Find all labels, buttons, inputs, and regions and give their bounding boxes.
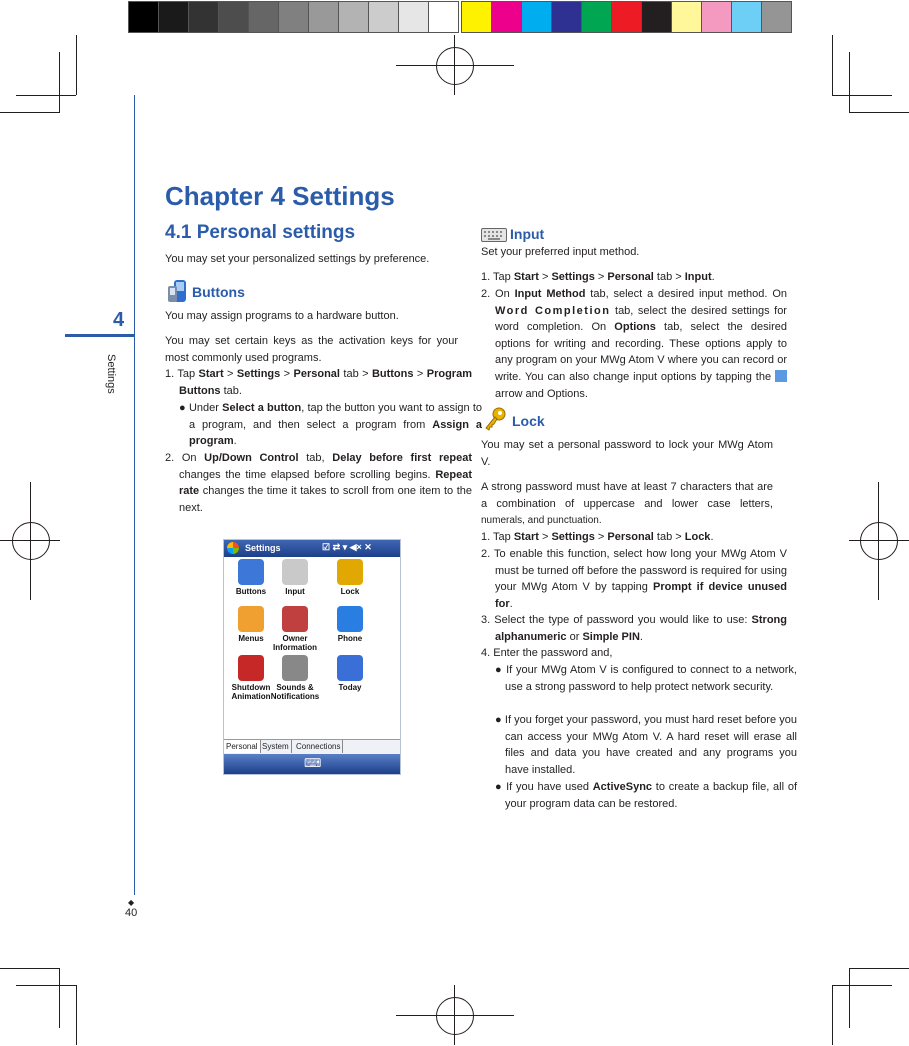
color-swatch xyxy=(671,1,702,33)
chapter-number: 4 xyxy=(113,309,125,331)
screenshot-title: Settings xyxy=(245,543,281,553)
settings-screenshot xyxy=(223,539,401,775)
registration-mark xyxy=(436,997,474,1035)
lock-heading: Lock xyxy=(512,413,545,429)
crop-mark xyxy=(59,968,60,1028)
color-swatch xyxy=(308,1,339,33)
page-number: 40 xyxy=(125,907,138,919)
color-swatch xyxy=(491,1,522,33)
registration-mark xyxy=(396,1015,514,1016)
settings-icon-label: Buttons xyxy=(235,587,267,596)
buttons-step-2: 2. On Up/Down Control tab, Delay before first repeat changes the time elapsed before scrolling begins. Repeat rate changes the time it takes to scroll from one item to the next. xyxy=(165,452,473,514)
color-swatch xyxy=(701,1,732,33)
lock-step-4: 4. Enter the password and, xyxy=(481,647,613,659)
settings-icon-owner-information xyxy=(266,606,324,652)
crop-mark xyxy=(76,35,77,95)
section-title: 4.1 Personal settings xyxy=(165,222,356,243)
settings-glyph-icon xyxy=(238,655,264,681)
page-diamond: ◆ xyxy=(128,898,135,907)
color-swatch xyxy=(611,1,642,33)
crop-mark xyxy=(0,968,60,969)
settings-glyph-icon xyxy=(238,606,264,632)
tab-system: System xyxy=(260,740,292,753)
settings-glyph-icon xyxy=(282,655,308,681)
settings-icon-input xyxy=(266,559,324,596)
lock-step-1: 1. Tap Start > Settings > Personal tab > Lock. xyxy=(481,531,714,543)
lock-bullet-3: ● If you have used ActiveSync to create a backup file, all of your program data can be restored. xyxy=(495,781,797,810)
registration-mark xyxy=(12,522,50,560)
lock-step-3: 3. Select the type of password you would like to use: Strong alphanumeric or Simple PIN. xyxy=(481,614,787,643)
settings-icon-label: Input xyxy=(285,587,305,596)
registration-mark xyxy=(30,482,31,600)
crop-mark xyxy=(16,985,76,986)
crop-mark xyxy=(849,968,850,1028)
lock-key-icon xyxy=(483,407,507,431)
buttons-para-2: You may set certain keys as the activation keys for your most commonly used programs. xyxy=(165,335,458,364)
color-swatch xyxy=(218,1,249,33)
color-swatch xyxy=(248,1,279,33)
input-para-1: Set your preferred input method. xyxy=(481,246,640,258)
settings-icon-label: Owner Information xyxy=(273,634,317,652)
settings-icon-phone xyxy=(321,606,379,643)
color-swatch xyxy=(128,1,159,33)
settings-icon-label: Lock xyxy=(340,587,360,596)
settings-glyph-icon xyxy=(282,559,308,585)
chapter-tab-bar xyxy=(65,334,135,337)
settings-icon-sounds-notifications xyxy=(266,655,324,701)
keyboard-icon: ⌨ xyxy=(304,756,322,770)
settings-glyph-icon xyxy=(337,655,363,681)
up-arrow-icon xyxy=(775,370,787,382)
buttons-step-1: 1. Tap Start > Settings > Personal tab > Buttons > Program Buttons tab. xyxy=(165,368,472,397)
buttons-bullet-1: ● Under Select a button, tap the button you want to assign to a program, and then select a program from Assign a program. xyxy=(179,402,483,448)
crop-mark xyxy=(849,968,909,969)
settings-glyph-icon xyxy=(238,559,264,585)
crop-mark xyxy=(849,52,850,112)
settings-icon-label: Today xyxy=(338,683,362,692)
settings-glyph-icon xyxy=(337,606,363,632)
crop-mark xyxy=(849,112,909,113)
input-step-1: 1. Tap Start > Settings > Personal tab > Input. xyxy=(481,271,715,283)
registration-mark xyxy=(878,482,879,600)
color-swatch xyxy=(581,1,612,33)
lock-para-1: You may set a personal password to lock your MWg Atom V. xyxy=(481,439,773,468)
lock-step-2: 2. To enable this function, select how long your MWg Atom V must be turned off before the password is required for using your MWg Atom V by tapping Prompt if device unused for. xyxy=(481,548,787,610)
color-swatch xyxy=(551,1,582,33)
input-step-2: 2. On Input Method tab, select a desired input method. On Word Completion tab, select the desired settings for word completion. On Options tab, select the desired options for writing and recording. These options apply to any program on your MWg Atom V where you can record or write. You can also change input options by tapping the arrow and Options. xyxy=(481,288,788,400)
registration-mark xyxy=(436,47,474,85)
settings-icon-label: Menus xyxy=(238,634,264,643)
side-label: Settings xyxy=(105,354,117,394)
lock-para-2: A strong password must have at least 7 characters that are a combination of uppercase and lower case letters, numerals, and punctuation. xyxy=(481,481,773,527)
settings-icon-label: Sounds & Notifications xyxy=(270,683,320,701)
color-swatch xyxy=(521,1,552,33)
color-swatch xyxy=(278,1,309,33)
side-rule xyxy=(134,95,135,895)
windows-start-icon xyxy=(227,542,239,554)
crop-mark xyxy=(832,95,892,96)
settings-icon-today xyxy=(321,655,379,692)
screenshot-title-bar xyxy=(224,540,400,557)
registration-mark xyxy=(454,985,455,1045)
registration-mark xyxy=(849,540,909,541)
color-swatch xyxy=(428,1,459,33)
color-swatch xyxy=(761,1,792,33)
screenshot-tabs xyxy=(224,739,400,754)
crop-mark xyxy=(16,95,76,96)
color-swatch xyxy=(398,1,429,33)
buttons-icon xyxy=(165,279,189,303)
color-swatch xyxy=(188,1,219,33)
color-swatch xyxy=(461,1,492,33)
crop-mark xyxy=(832,985,833,1045)
tab-personal: Personal xyxy=(224,740,261,753)
registration-mark xyxy=(454,35,455,95)
color-swatch xyxy=(158,1,189,33)
color-swatch xyxy=(641,1,672,33)
lock-bullet-2: ● If you forget your password, you must hard reset before you can access your MWg Atom V. A hard reset will erase all files and data you have created and any programs you have installed. xyxy=(495,714,797,776)
intro-text: You may set your personalized settings by preference. xyxy=(165,253,430,265)
settings-glyph-icon xyxy=(282,606,308,632)
settings-icon-lock xyxy=(321,559,379,596)
status-icons: ☑ ⇄ ▾ ◀× ✕ xyxy=(322,542,372,552)
buttons-para-1: You may assign programs to a hardware button. xyxy=(165,310,399,322)
crop-mark xyxy=(76,985,77,1045)
input-heading: Input xyxy=(510,226,545,242)
settings-icon-label: Shutdown Animation xyxy=(231,683,271,701)
screenshot-soft-keys xyxy=(224,754,400,774)
chapter-title: Chapter 4 Settings xyxy=(165,181,395,211)
registration-mark xyxy=(860,522,898,560)
registration-mark xyxy=(396,65,514,66)
buttons-heading: Buttons xyxy=(192,284,245,300)
color-swatch xyxy=(338,1,369,33)
settings-icon-label: Phone xyxy=(337,634,363,643)
crop-mark xyxy=(832,985,892,986)
settings-glyph-icon xyxy=(337,559,363,585)
color-swatch xyxy=(731,1,762,33)
crop-mark xyxy=(0,112,60,113)
tab-connections: Connections xyxy=(294,740,343,753)
crop-mark xyxy=(59,52,60,112)
crop-mark xyxy=(832,35,833,95)
lock-bullet-1: ● If your MWg Atom V is configured to connect to a network, use a strong password to help protect network security. xyxy=(495,664,797,693)
input-icon xyxy=(481,228,507,242)
color-swatch xyxy=(368,1,399,33)
